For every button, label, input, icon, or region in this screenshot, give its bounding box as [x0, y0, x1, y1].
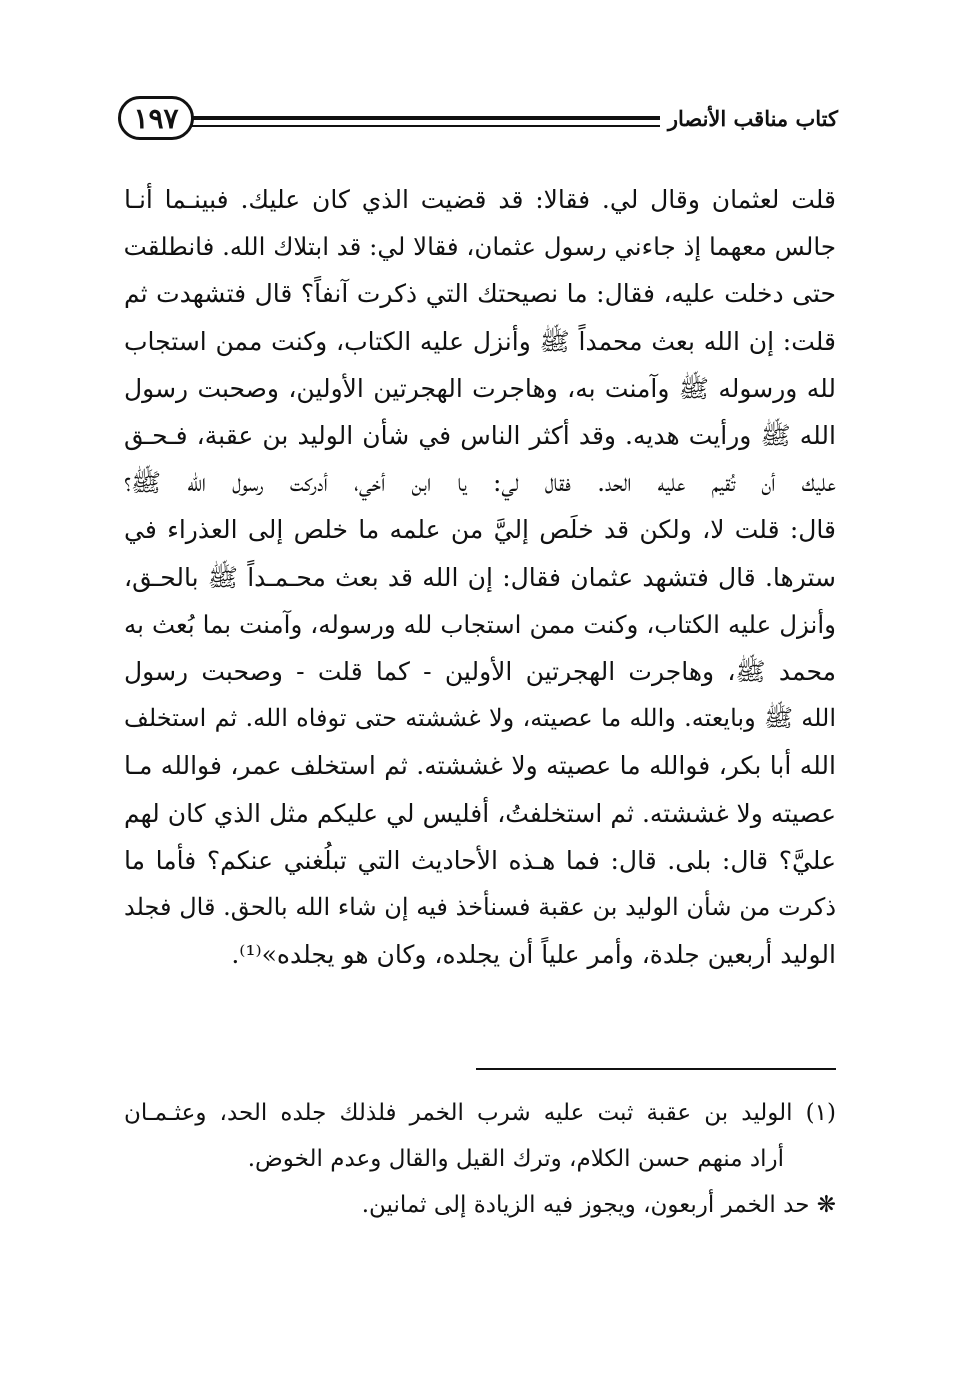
text-line: الله ﷺ وبايعته. والله ما عصيته، ولا غششته حتى توفاه الله. ثم استخلف	[124, 704, 836, 733]
text-line: جالس معهما إذ جاءني رسول عثمان، فقالا لي: قد ابتلاك الله. فانطلقت	[124, 232, 836, 262]
footnotes	[124, 1090, 836, 1228]
header-rule-thick	[190, 116, 660, 120]
footnote-line: أراد منهم حسن الكلام، وترك القيل والقال وعدم الخوض.	[247, 1146, 784, 1172]
main-text	[124, 176, 836, 978]
text-line: عصيته ولا غششته. ثم استخلفتُ، أفليس لي عليكم مثل الذي كان لهم	[124, 798, 836, 828]
text-line: الله أبا بكر، فوالله ما عصيته ولا غششته. ثم استخلف عمر، فوالله مـا	[124, 751, 836, 781]
text-line: وأنزل عليه الكتاب، وكنت ممن استجاب لله ورسوله، وآمنت بما بُعث به	[124, 609, 836, 639]
text-line: سترها. قال فتشهد عثمان فقال: إن الله قد بعث محـمـداً ﷺ بالحـق،	[124, 562, 836, 592]
header-rule-thin	[190, 125, 660, 127]
text-line: عليَّ؟ قال: بلى. قال: فما هـذه الأحاديث التي تبلُغني عنكم؟ فأما ما	[124, 845, 836, 875]
page-header	[118, 90, 838, 154]
text-line: قلت: إن الله بعث محمداً ﷺ وأنزل عليه الكتاب، وكنت ممن استجاب	[124, 326, 836, 356]
text-line: الوليد أربعين جلدة، وأمر علياً أن يجلده، وكان هو يجلده»⁽¹⁾.	[231, 940, 836, 970]
footnote-line: ❋ حد الخمر أربعون، ويجوز فيه الزيادة إلى ثمانين.	[361, 1192, 836, 1218]
text-line: الله ﷺ ورأيت هديه. وقد أكثر الناس في شأن الوليد بن عقبة، فـحـق	[124, 421, 836, 451]
text-line: قال: قلت لا، ولكن قد خلَص إليَّ من علمه ما خلص إلى العذراء في	[124, 515, 836, 545]
footnote-line: (١) الوليد بن عقبة ثبت عليه شرب الخمر فلذلك جلده الحد، وعثـمـان	[124, 1100, 836, 1126]
text-line: لله ورسوله ﷺ وآمنت به، وهاجرت الهجرتين الأولين، وصحبت رسول	[124, 373, 836, 403]
text-line: قلت لعثمان وقال لي. فقالا: قد قضيت الذي كان عليك. فبينـما أنـا	[124, 185, 836, 214]
page-number: ١٩٧	[118, 96, 194, 140]
text-line: حتى دخلت عليه، فقال: ما نصيحتك التي ذكرت آنفاً؟ قال فتشهدت ثم	[124, 279, 836, 309]
book-title: كتاب مناقب الأنصار	[667, 106, 838, 131]
text-line: عليك أن تُقيم عليه الحد. فقال لي: يا ابن أخي، أدركت رسول الله ﷺ؟	[124, 468, 836, 498]
footnote-divider	[476, 1068, 836, 1070]
text-line: محمد ﷺ، وهاجرت الهجرتين الأولين - كما قلت - وصحبت رسول	[124, 657, 836, 687]
text-line: ذكرت من شأن الوليد بن عقبة فسنأخذ فيه إن شاء الله بالحق. قال فجلد	[124, 893, 836, 922]
